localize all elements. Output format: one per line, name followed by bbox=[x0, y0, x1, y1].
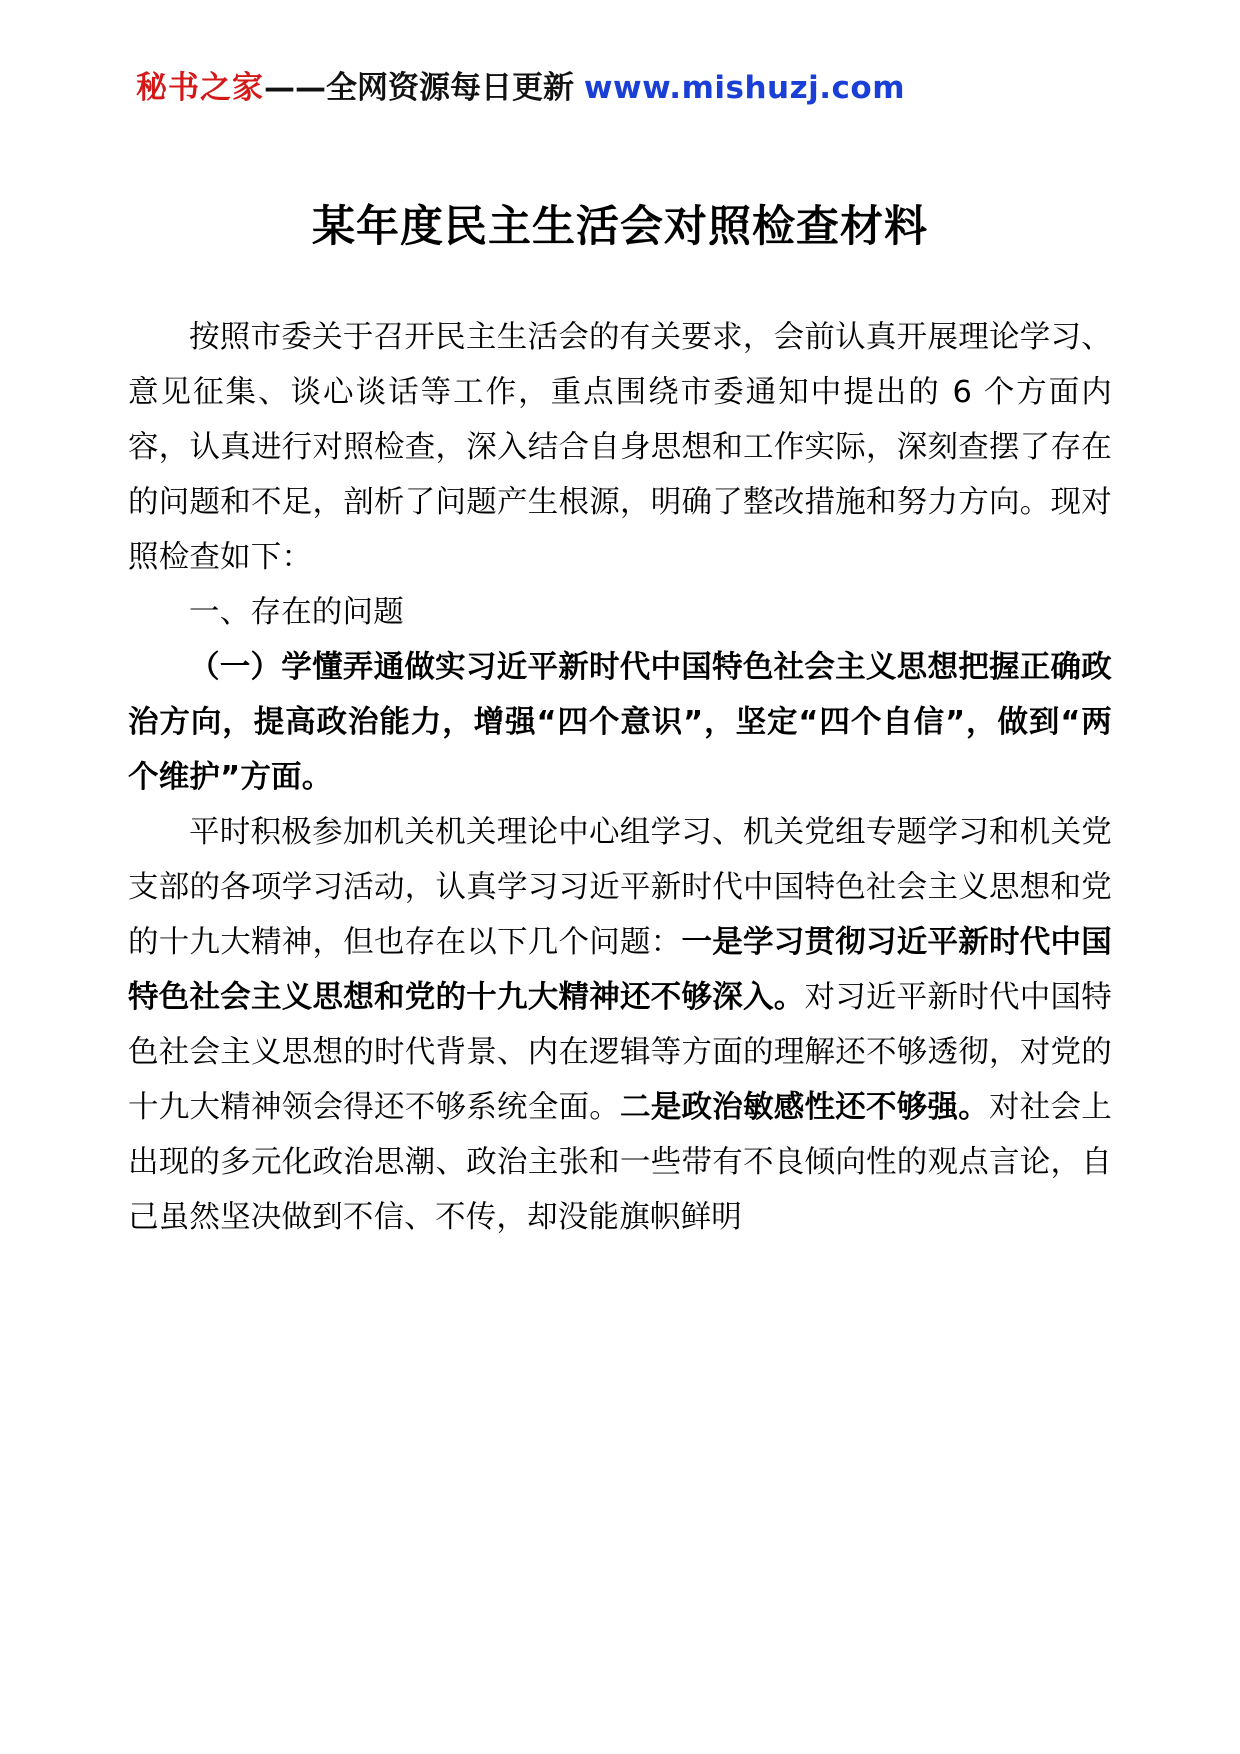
document-body bbox=[128, 310, 1112, 1245]
text-run-4: 对社会上出现的多元化政治思潮、政治主张和一些带有不良倾向性的观点言论，自己虽然坚决做到不信、不传，却没能旗帜鲜明 bbox=[128, 1090, 1112, 1236]
section-heading-one: 一、存在的问题 bbox=[189, 595, 404, 631]
text-run-2: 对习近平新时代中国特色社会主义思想的时代背景、内在逻辑等方面的理解还不够透彻，对党的十九大精神领会得还不够系统全面。 bbox=[128, 980, 1112, 1126]
site-separator: —— bbox=[264, 70, 326, 106]
text-run-0: 平时积极参加机关机关理论中心组学习、机关党组专题学习和机关党支部的各项学习活动，认真学习习近平新时代中国特色社会主义思想和党的十九大精神，但也存在以下几个问题： bbox=[128, 815, 1112, 961]
page-title: 某年度民主生活会对照检查材料 bbox=[312, 202, 928, 253]
site-banner bbox=[136, 70, 1112, 107]
analysis-paragraph bbox=[128, 805, 1112, 1245]
site-tagline: 全网资源每日更新 bbox=[326, 70, 574, 106]
intro-paragraph: 按照市委关于召开民主生活会的有关要求，会前认真开展理论学习、意见征集、谈心谈话等工作，重点围绕市委通知中提出的 6 个方面内容，认真进行对照检查，深入结合自身思想和工作实际，深刻查摆了存在的问题和不足，剖析了问题产生根源，明确了整改措施和努力方向。现对照检查如下： bbox=[128, 320, 1112, 576]
text-run-1: 一是学习贯彻习近平新时代中国特色社会主义思想和党的十九大精神还不够深入。 bbox=[128, 925, 1112, 1016]
subsection-heading-one: （一）学懂弄通做实习近平新时代中国特色社会主义思想把握正确政治方向，提高政治能力，增强“四个意识”，坚定“四个自信”，做到“两个维护”方面。 bbox=[128, 650, 1112, 796]
site-brand-name: 秘书之家 bbox=[136, 70, 264, 106]
site-url[interactable]: www.mishuzj.com bbox=[583, 70, 906, 106]
text-run-3: 二是政治敏感性还不够强。 bbox=[620, 1090, 990, 1126]
